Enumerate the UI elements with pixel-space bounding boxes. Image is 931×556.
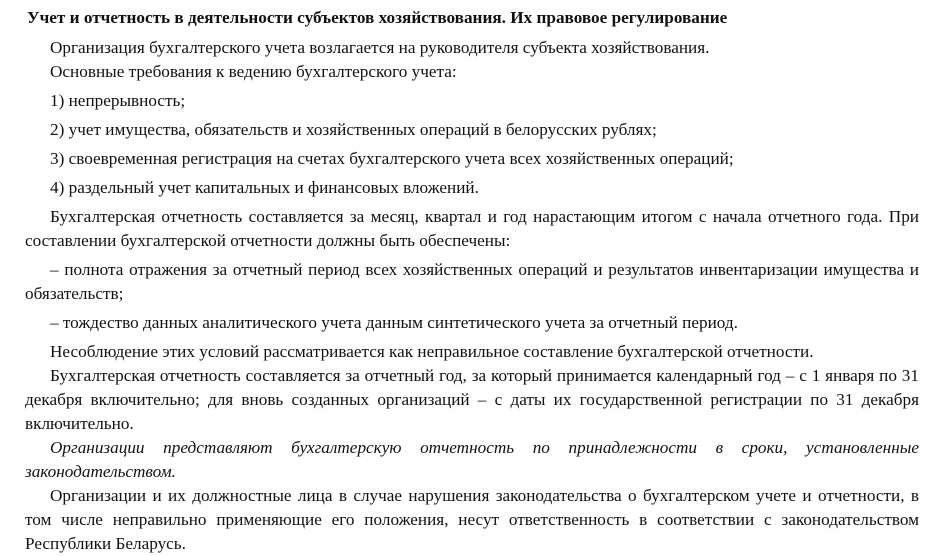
document-page bbox=[25, 6, 919, 556]
paragraph-noncompliance: Несоблюдение этих условий рассматривается как неправильное составление бухгалтерской отчетности. bbox=[50, 342, 814, 361]
list-item-identity: – тождество данных аналитического учета данным синтетического учета за отчетный период. bbox=[50, 313, 738, 332]
paragraph-reporting-period: Бухгалтерская отчетность составляется за месяц, квартал и год нарастающим итогом с начала отчетного года. При составлении бухгалтерской отчетности должны быть обеспечены: bbox=[25, 207, 919, 250]
requirement-item-1: 1) непрерывность; bbox=[50, 91, 186, 110]
paragraph-requirements-intro: Основные требования к ведению бухгалтерского учета: bbox=[50, 62, 457, 81]
list-item-completeness: – полнота отражения за отчетный период всех хозяйственных операций и результатов инвентаризации имущества и обязательств; bbox=[25, 260, 919, 303]
paragraph-reporting-year: Бухгалтерская отчетность составляется за отчетный год, за который принимается календарный год – с 1 января по 31 декабря включительно; для вновь созданных организаций – с даты их государственной регистрации по 31 декабря включительно. bbox=[25, 366, 919, 433]
paragraph-submission-terms: Организации представляют бухгалтерскую отчетность по принадлежности в сроки, установленные законодательством. bbox=[25, 438, 919, 481]
paragraph-organization: Организация бухгалтерского учета возлагается на руководителя субъекта хозяйствования. bbox=[50, 38, 710, 57]
requirement-item-2: 2) учет имущества, обязательств и хозяйственных операций в белорусских рублях; bbox=[50, 120, 657, 139]
requirement-item-4: 4) раздельный учет капитальных и финансовых вложений. bbox=[50, 178, 479, 197]
requirement-item-3: 3) своевременная регистрация на счетах бухгалтерского учета всех хозяйственных операций; bbox=[50, 149, 734, 168]
paragraph-liability: Организации и их должностные лица в случае нарушения законодательства о бухгалтерском учете и отчетности, в том числе неправильно применяющие его положения, несут ответственность в соответствии с законодательством Республики Беларусь. bbox=[25, 486, 919, 553]
document-title: Учет и отчетность в деятельности субъектов хозяйствования. Их правовое регулирование bbox=[27, 8, 728, 27]
